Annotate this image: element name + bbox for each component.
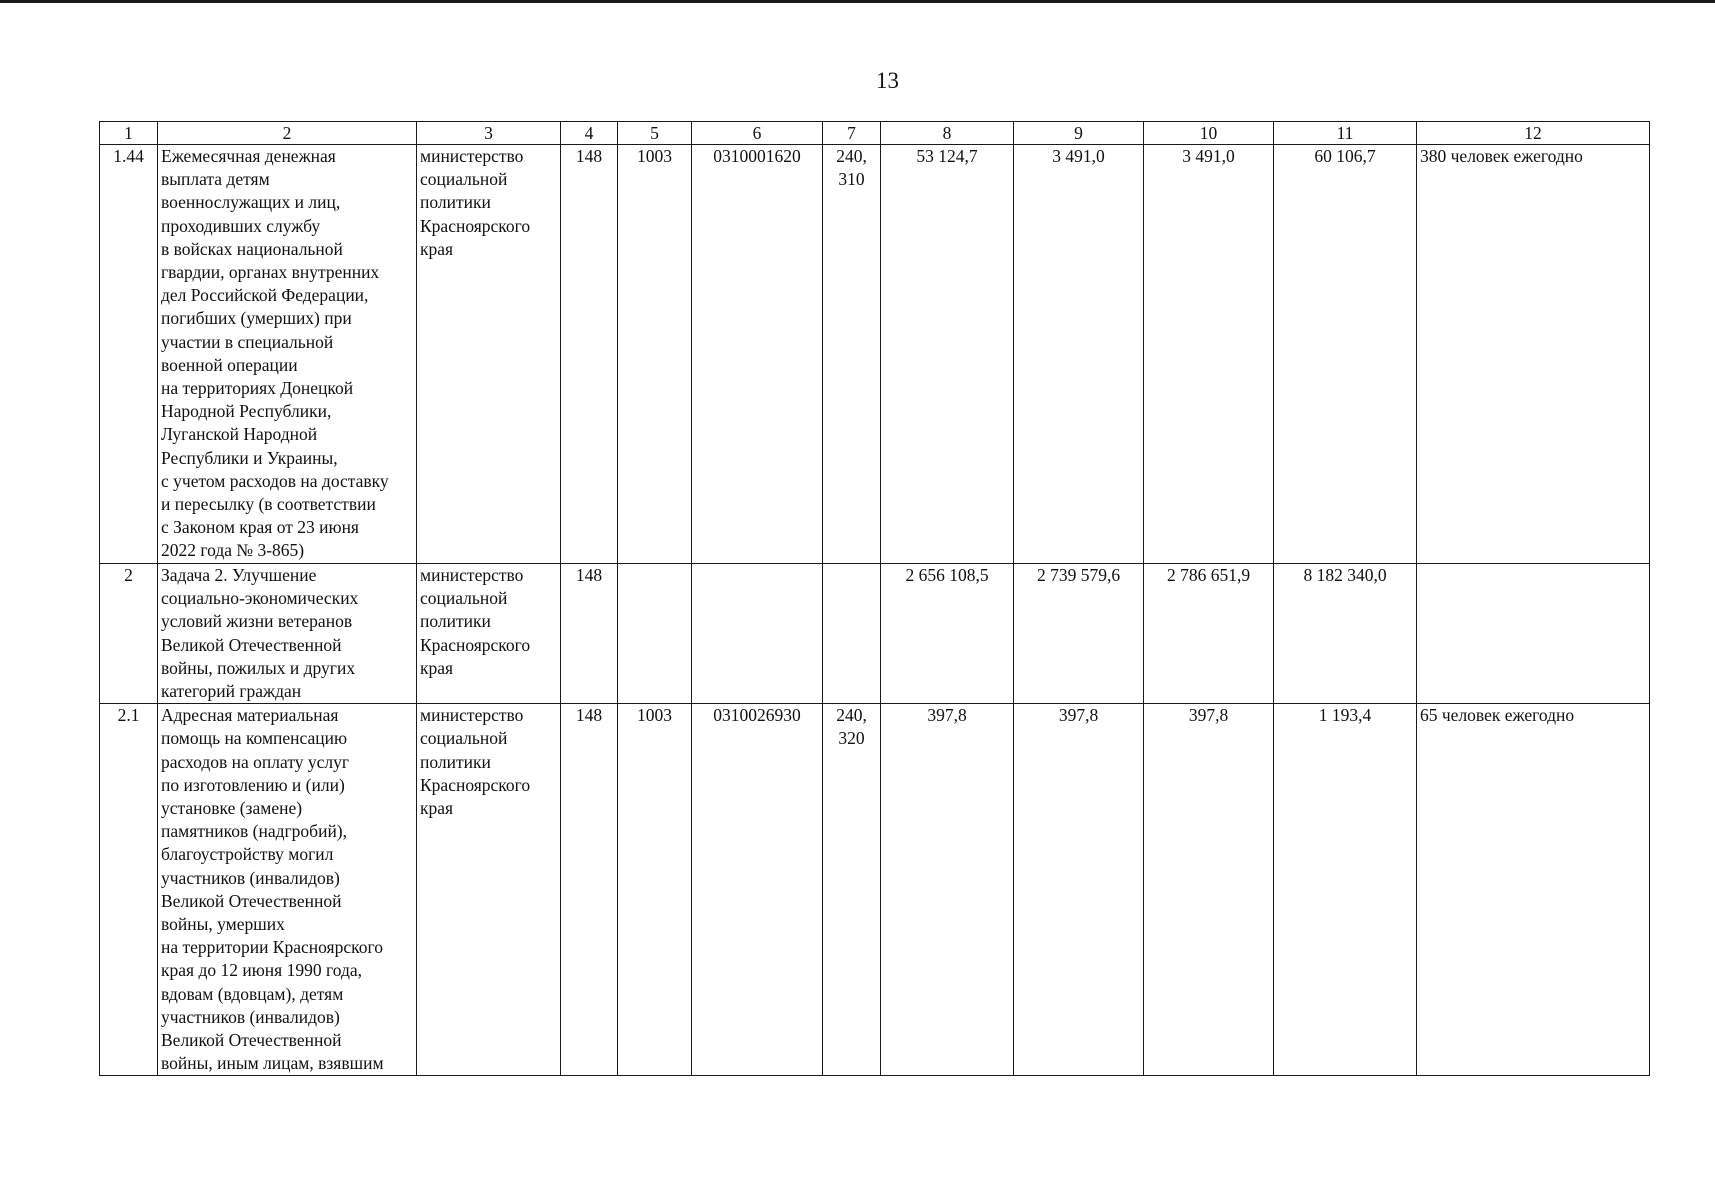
row-number-cell: 1.44	[100, 145, 158, 564]
header-cell: 12	[1417, 122, 1650, 145]
year2-amount-cell: 397,8	[1014, 704, 1144, 1076]
year2-amount-cell: 2 739 579,6	[1014, 564, 1144, 704]
vr-code-cell: 240, 310	[823, 145, 881, 564]
total-amount-cell: 1 193,4	[1274, 704, 1417, 1076]
grbs-code-cell: 148	[561, 145, 618, 564]
header-cell: 10	[1144, 122, 1274, 145]
row-number-cell: 2	[100, 564, 158, 704]
executor-cell: министерство социальной политики Красноярского края	[417, 704, 561, 1076]
activity-name-cell: Адресная материальная помощь на компенсацию расходов на оплату услуг по изготовлению и (или) установке (замене) памятников (надгробий), благоустройству могил участников (инвалидов) Великой Отечественной войны, умерших на территории Красноярского края до 12 июня 1990 года, вдовам (вдовцам), детям участников (инвалидов) Великой Отечественной войны, иным лицам, взявшим	[158, 704, 417, 1076]
total-amount-cell: 60 106,7	[1274, 145, 1417, 564]
year1-amount-cell: 53 124,7	[881, 145, 1014, 564]
table-row	[100, 145, 1650, 564]
header-cell: 4	[561, 122, 618, 145]
top-edge-rule	[0, 0, 1715, 3]
year3-amount-cell: 3 491,0	[1144, 145, 1274, 564]
header-cell: 2	[158, 122, 417, 145]
column-number-header-row	[100, 122, 1650, 145]
expected-result-cell	[1417, 564, 1650, 704]
header-cell: 9	[1014, 122, 1144, 145]
header-cell: 6	[692, 122, 823, 145]
year2-amount-cell: 3 491,0	[1014, 145, 1144, 564]
expected-result-cell: 380 человек ежегодно	[1417, 145, 1650, 564]
header-cell: 8	[881, 122, 1014, 145]
csr-code-cell: 0310001620	[692, 145, 823, 564]
executor-cell: министерство социальной политики Красноярского края	[417, 145, 561, 564]
activity-name-cell: Задача 2. Улучшение социально-экономических условий жизни ветеранов Великой Отечественной войны, пожилых и других категорий граждан	[158, 564, 417, 704]
table-row	[100, 704, 1650, 1076]
header-cell: 5	[618, 122, 692, 145]
grbs-code-cell: 148	[561, 704, 618, 1076]
table-row	[100, 564, 1650, 704]
header-cell: 1	[100, 122, 158, 145]
year3-amount-cell: 397,8	[1144, 704, 1274, 1076]
vr-code-cell: 240, 320	[823, 704, 881, 1076]
page-number: 13	[876, 68, 899, 93]
year1-amount-cell: 2 656 108,5	[881, 564, 1014, 704]
header-cell: 7	[823, 122, 881, 145]
total-amount-cell: 8 182 340,0	[1274, 564, 1417, 704]
rzpr-code-cell	[618, 564, 692, 704]
expected-result-cell: 65 человек ежегодно	[1417, 704, 1650, 1076]
year1-amount-cell: 397,8	[881, 704, 1014, 1076]
program-activities-table	[99, 121, 1650, 1076]
header-cell: 11	[1274, 122, 1417, 145]
csr-code-cell: 0310026930	[692, 704, 823, 1076]
activity-name-cell: Ежемесячная денежная выплата детям военнослужащих и лиц, проходивших службу в войсках национальной гвардии, органах внутренних дел Российской Федерации, погибших (умерших) при участии в специальной военной операции на территориях Донецкой Народной Республики, Луганской Народной Республики и Украины, с учетом расходов на доставку и пересылку (в соответствии с Законом края от 23 июня 2022 года № 3-865)	[158, 145, 417, 564]
row-number-cell: 2.1	[100, 704, 158, 1076]
csr-code-cell	[692, 564, 823, 704]
rzpr-code-cell: 1003	[618, 704, 692, 1076]
grbs-code-cell: 148	[561, 564, 618, 704]
header-cell: 3	[417, 122, 561, 145]
executor-cell: министерство социальной политики Красноярского края	[417, 564, 561, 704]
year3-amount-cell: 2 786 651,9	[1144, 564, 1274, 704]
rzpr-code-cell: 1003	[618, 145, 692, 564]
vr-code-cell	[823, 564, 881, 704]
